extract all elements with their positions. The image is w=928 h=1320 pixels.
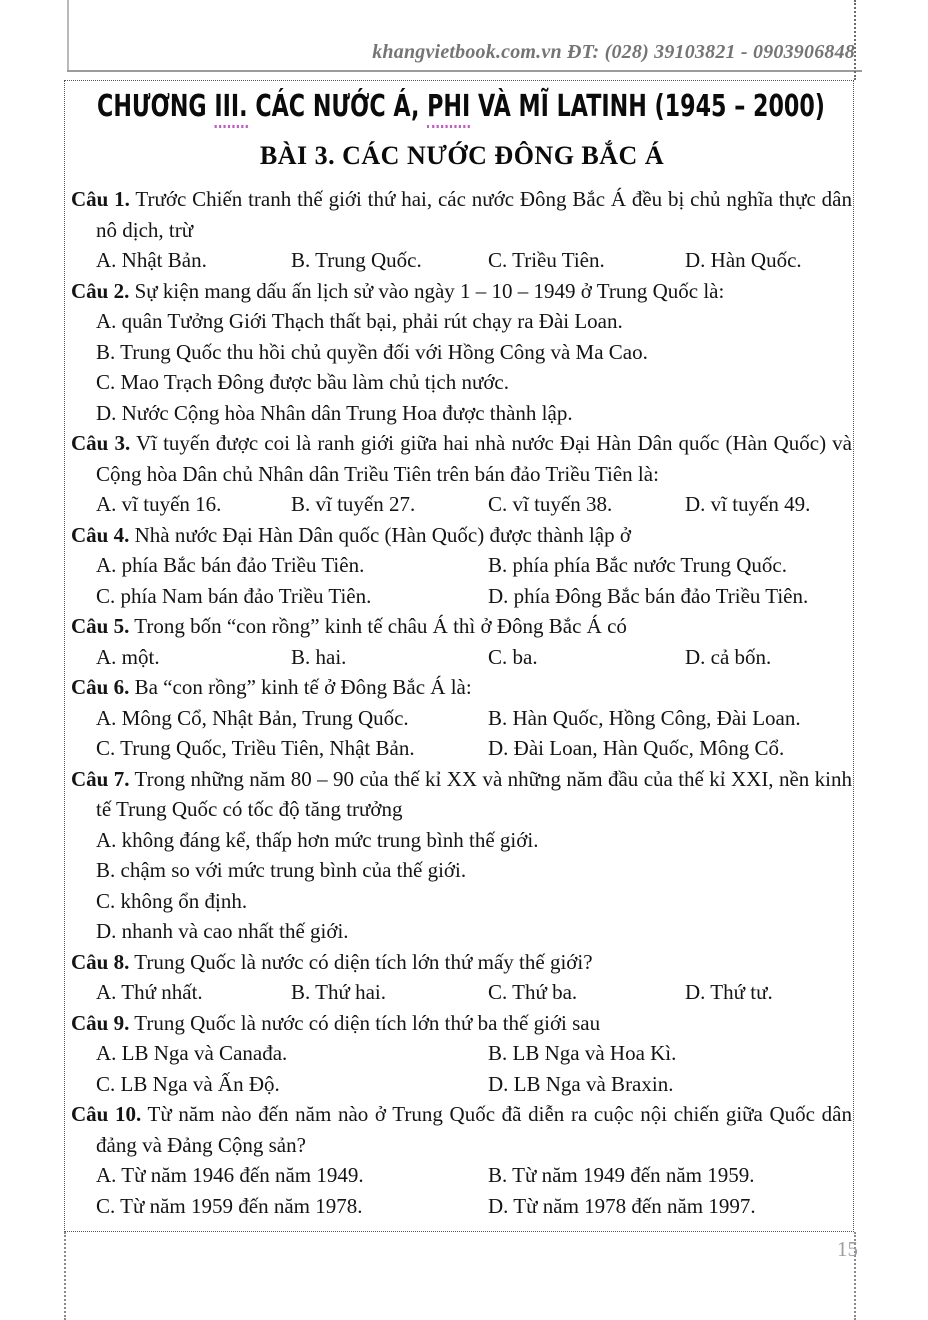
option-a: A. LB Nga và Canađa. — [96, 1041, 288, 1065]
question-list — [71, 184, 853, 1221]
option-b: B. LB Nga và Hoa Kì. — [488, 1041, 677, 1065]
lesson-title: BÀI 3. CÁC NƯỚC ĐÔNG BẮC Á — [259, 141, 665, 170]
question-body: Trong bốn “con rồng” kinh tế châu Á thì ở Đông Bắc Á có — [134, 614, 627, 638]
question-text — [71, 611, 853, 642]
option-c: C. LB Nga và Ấn Độ. — [96, 1071, 280, 1096]
options-row — [71, 245, 853, 276]
question-3 — [71, 428, 853, 520]
option-b: B. Thứ hai. — [291, 980, 386, 1004]
option-c: C. Mao Trạch Đông được bầu làm chủ tịch nước. — [96, 370, 509, 394]
option-d: D. Từ năm 1978 đến năm 1997. — [488, 1193, 756, 1218]
option-b: B. phía phía Bắc nước Trung Quốc. — [488, 553, 787, 577]
question-label: Câu 2. — [71, 278, 130, 303]
option-d: D. Thứ tư. — [685, 980, 773, 1004]
option-b: B. Trung Quốc. — [291, 248, 422, 272]
chapter-title-part: CÁC NƯỚC Á, — [247, 89, 428, 124]
question-text — [71, 672, 853, 703]
option-a: A. phía Bắc bán đảo Triều Tiên. — [96, 553, 365, 577]
option-c: C. Thứ ba. — [488, 980, 578, 1004]
options-grid — [71, 1038, 853, 1099]
question-text — [71, 520, 853, 551]
question-9 — [71, 1008, 853, 1100]
question-label: Câu 5. — [71, 614, 130, 638]
question-label: Câu 10. — [71, 1102, 142, 1126]
question-body: Vĩ tuyến được coi là ranh giới giữa hai nhà nước Đại Hàn Dân quốc (Hàn Quốc) và Cộng hòa Dân chủ Nhân dân Triều Tiên trên bán đảo Triều Tiên là: — [96, 431, 853, 486]
option-a: A. một. — [96, 644, 160, 669]
option-d: D. cả bốn. — [685, 644, 772, 669]
question-label: Câu 8. — [71, 949, 130, 974]
question-10 — [71, 1099, 853, 1221]
option-c: C. Trung Quốc, Triều Tiên, Nhật Bản. — [96, 736, 415, 760]
option-b: B. chậm so với mức trung bình của thế giới. — [96, 858, 467, 882]
question-8 — [71, 947, 853, 1008]
question-label: Câu 1. — [71, 187, 130, 211]
options-grid — [71, 550, 853, 611]
option-a: A. Từ năm 1946 đến năm 1949. — [96, 1163, 364, 1187]
chapter-title-part-spellcheck: PHI — [427, 89, 470, 128]
question-body: Nhà nước Đại Hàn Dân quốc (Hàn Quốc) được thành lập ở — [134, 522, 631, 547]
question-body: Ba “con rồng” kinh tế ở Đông Bắc Á là: — [134, 675, 472, 699]
option-a: A. Nhật Bản. — [96, 248, 207, 272]
question-text — [71, 184, 853, 245]
option-c: C. ba. — [488, 644, 538, 669]
content-box — [64, 80, 854, 1232]
options-list — [71, 306, 853, 428]
question-body: Từ năm nào đến năm nào ở Trung Quốc đã diễn ra cuộc nội chiến giữa Quốc dân đảng và Đảng Cộng sản? — [96, 1102, 852, 1157]
question-body: Trung Quốc là nước có diện tích lớn thứ mấy thế giới? — [134, 949, 593, 974]
question-label: Câu 4. — [71, 522, 130, 547]
option-a: A. Mông Cổ, Nhật Bản, Trung Quốc. — [96, 705, 409, 730]
question-body: Trung Quốc là nước có diện tích lớn thứ ba thế giới sau — [134, 1010, 601, 1035]
option-c: C. Triều Tiên. — [488, 248, 605, 272]
option-d: D. vĩ tuyến 49. — [685, 492, 811, 516]
question-text — [71, 947, 853, 978]
right-margin-dotted-line-top — [854, 0, 856, 80]
option-d: D. Hàn Quốc. — [685, 248, 802, 272]
question-label: Câu 6. — [71, 675, 130, 699]
question-text — [71, 428, 853, 489]
option-c: C. Từ năm 1959 đến năm 1978. — [96, 1193, 363, 1218]
option-d: D. LB Nga và Braxin. — [488, 1071, 674, 1096]
option-a: A. không đáng kể, thấp hơn mức trung bình thế giới. — [96, 827, 539, 852]
options-row — [71, 642, 853, 673]
option-b: B. Từ năm 1949 đến năm 1959. — [488, 1163, 755, 1187]
question-text — [71, 1099, 853, 1160]
question-text — [71, 764, 853, 825]
option-c: C. vĩ tuyến 38. — [488, 492, 613, 516]
question-body: Sự kiện mang dấu ấn lịch sử vào ngày 1 – 10 – 1949 ở Trung Quốc là: — [134, 278, 725, 303]
question-2 — [71, 276, 853, 429]
question-text — [71, 1008, 853, 1039]
option-b: B. hai. — [291, 644, 347, 669]
options-row — [71, 489, 853, 520]
question-6 — [71, 672, 853, 764]
option-a: A. vĩ tuyến 16. — [96, 492, 222, 516]
site-header: khangvietbook.com.vn ĐT: (028) 39103821 - 0903906848 — [372, 41, 855, 63]
chapter-title-part: CHƯƠNG — [97, 89, 215, 124]
question-4 — [71, 520, 853, 612]
options-grid — [71, 1160, 853, 1221]
options-list — [71, 825, 853, 947]
left-margin-dotted-line-bottom — [64, 1232, 66, 1320]
option-a: A. Thứ nhất. — [96, 980, 203, 1004]
option-c: C. phía Nam bán đảo Triều Tiên. — [96, 583, 372, 608]
option-d: D. phía Đông Bắc bán đảo Triều Tiên. — [488, 583, 809, 608]
question-text — [71, 276, 853, 307]
chapter-title — [69, 86, 853, 128]
left-margin-line — [67, 0, 69, 71]
chapter-title-part-spellcheck: III. — [214, 89, 247, 128]
question-7 — [71, 764, 853, 947]
chapter-title-part: VÀ MĨ LATINH (1945 – 2000) — [470, 89, 825, 124]
question-body: Trong những năm 80 – 90 của thế kỉ XX và những năm đầu của thế kỉ XXI, nền kinh tế Trung Quốc có tốc độ tăng trưởng — [96, 766, 852, 821]
question-5 — [71, 611, 853, 672]
page-number: 15 — [837, 1237, 858, 1261]
header-rule — [67, 70, 862, 72]
options-row — [71, 977, 853, 1008]
option-a: A. quân Tưởng Giới Thạch thất bại, phải rút chạy ra Đài Loan. — [96, 309, 623, 333]
question-label: Câu 3. — [71, 431, 131, 455]
options-grid — [71, 703, 853, 764]
option-b: B. Hàn Quốc, Hồng Công, Đài Loan. — [488, 705, 801, 730]
option-c: C. không ổn định. — [96, 888, 248, 913]
question-1 — [71, 184, 853, 276]
option-b: B. vĩ tuyến 27. — [291, 492, 416, 516]
question-body: Trước Chiến tranh thế giới thứ hai, các nước Đông Bắc Á đều bị chủ nghĩa thực dân nô dịch, trừ — [96, 187, 852, 242]
option-d: D. Đài Loan, Hàn Quốc, Mông Cổ. — [488, 736, 785, 760]
question-label: Câu 7. — [71, 766, 130, 791]
option-b: B. Trung Quốc thu hồi chủ quyền đối với Hồng Công và Ma Cao. — [96, 339, 648, 364]
option-d: D. nhanh và cao nhất thế giới. — [96, 919, 349, 943]
chapter-title-row — [71, 86, 853, 128]
question-label: Câu 9. — [71, 1010, 130, 1035]
option-d: D. Nước Cộng hòa Nhân dân Trung Hoa được thành lập. — [96, 400, 573, 425]
